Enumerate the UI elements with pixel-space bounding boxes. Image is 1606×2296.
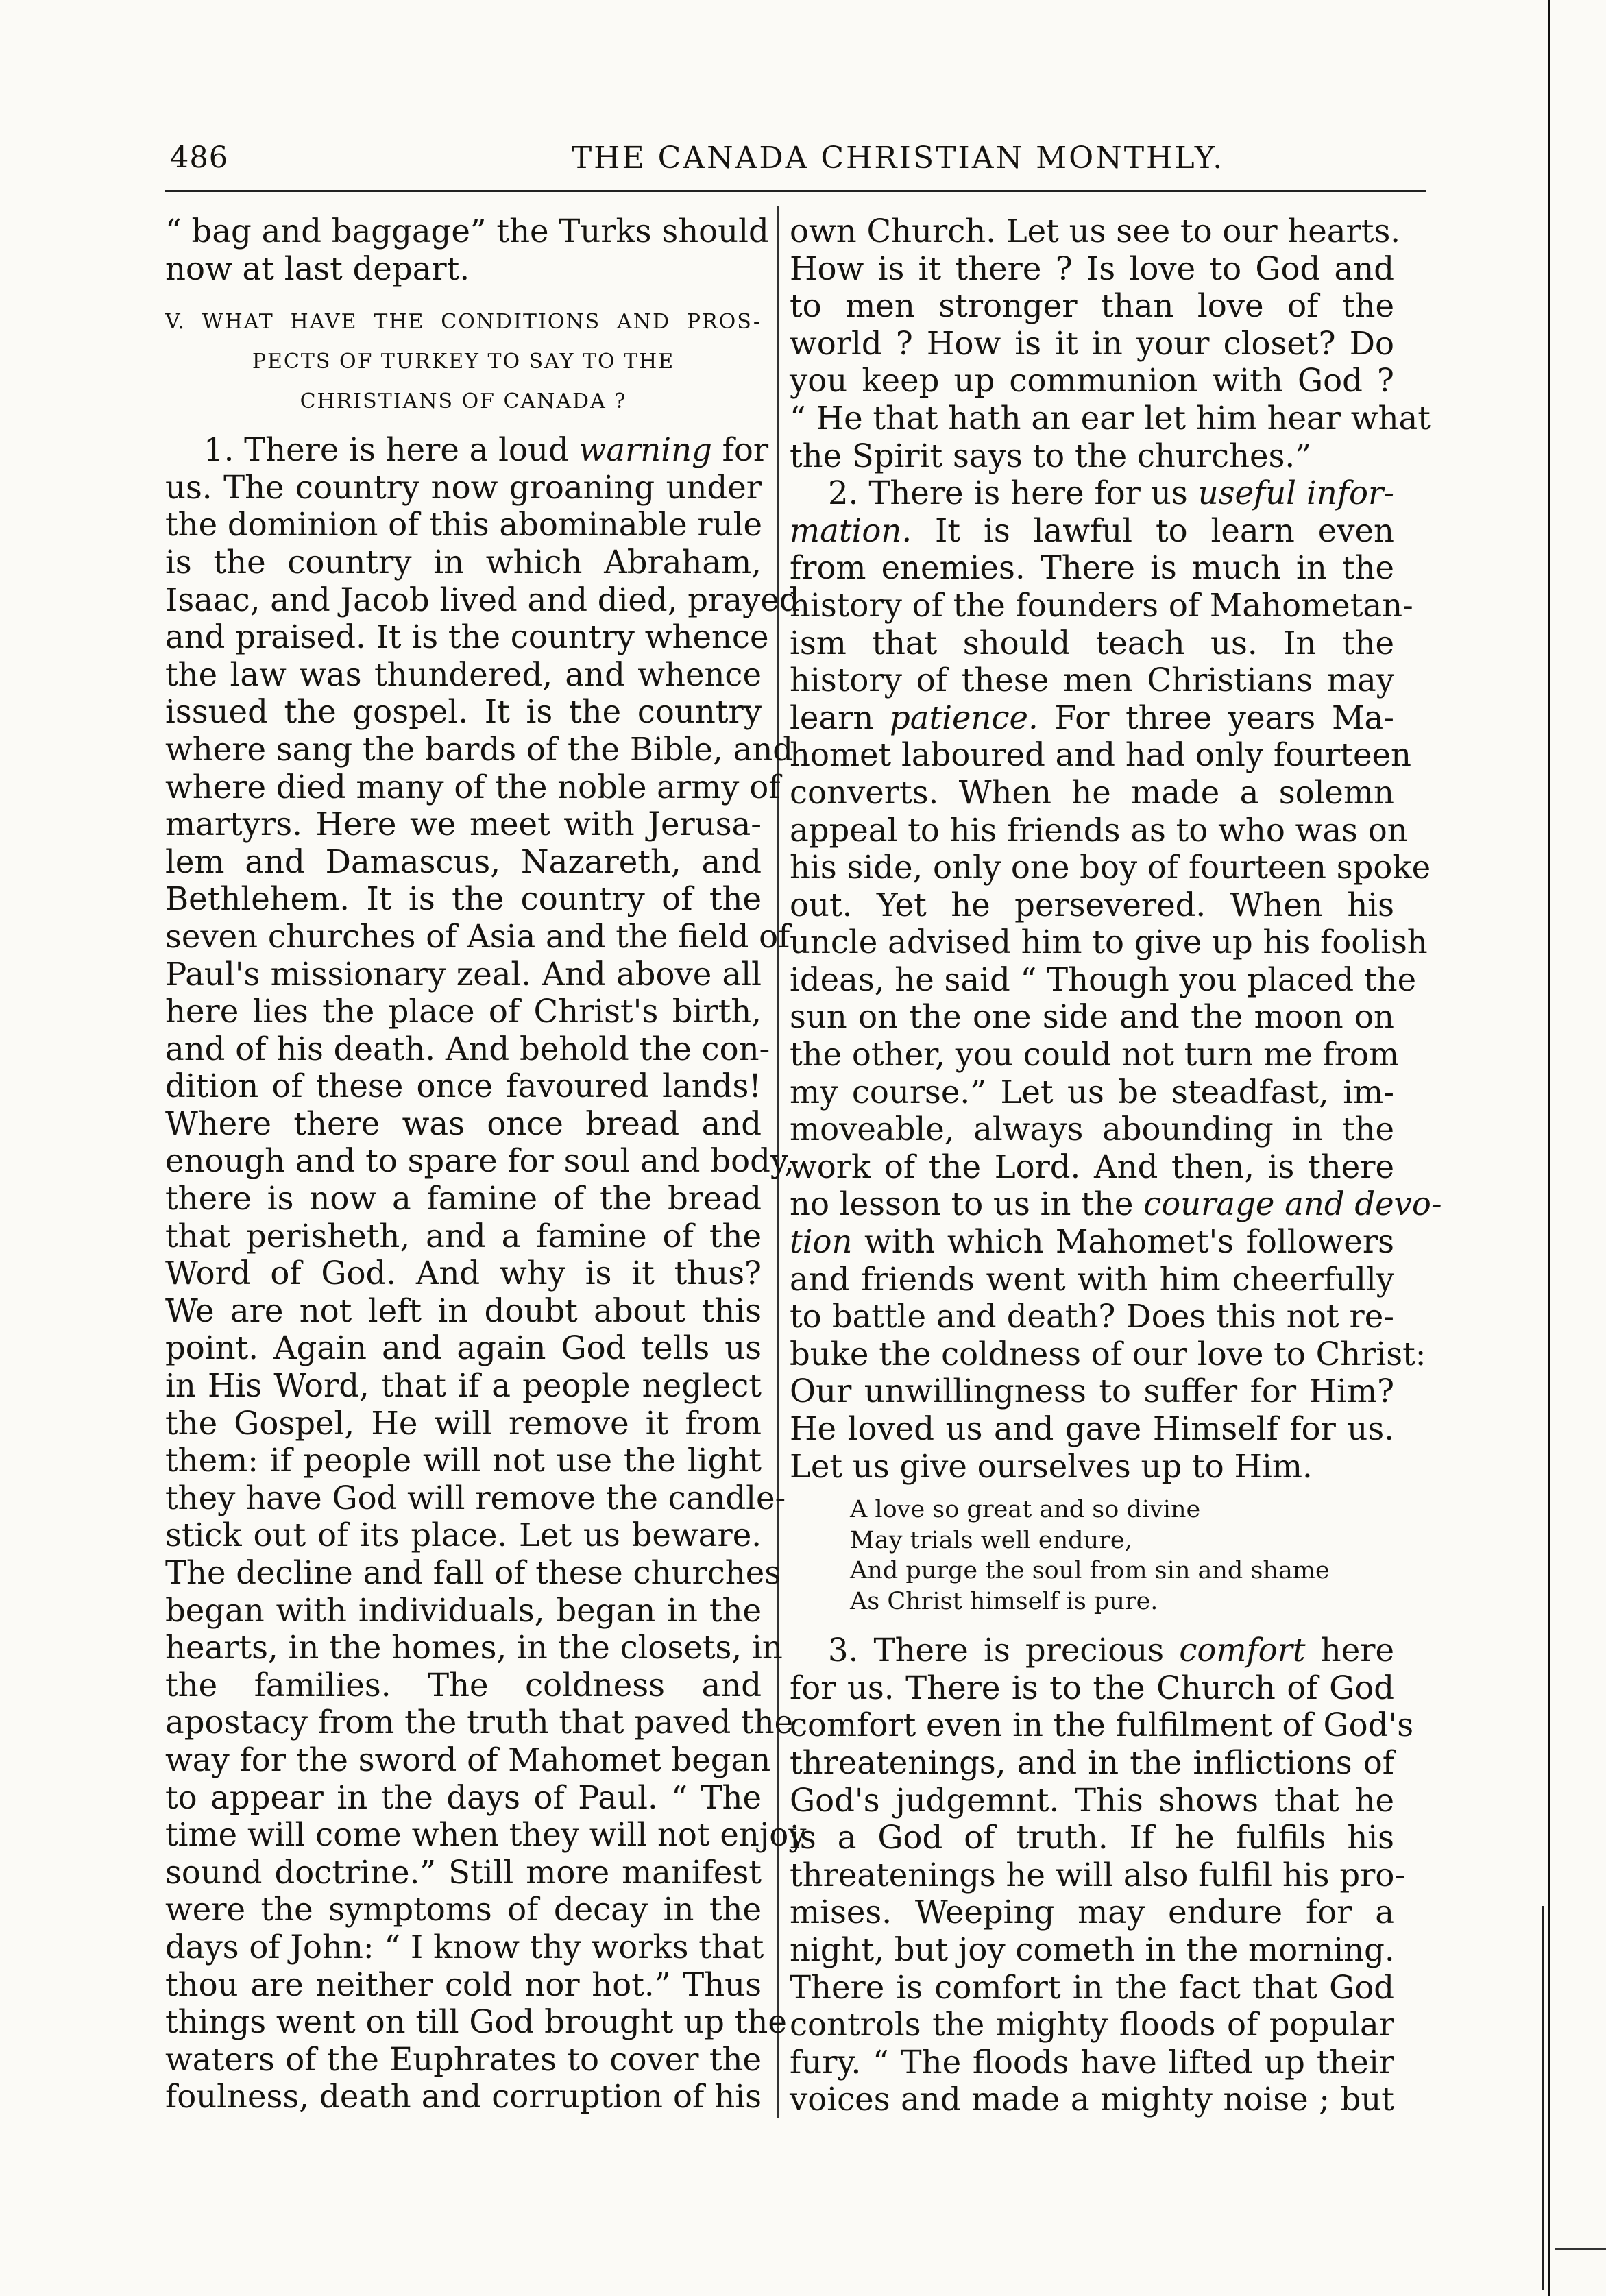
text-run: here [1305, 1632, 1394, 1669]
verse-line: As Christ himself is pure. [850, 1587, 1158, 1615]
text-line: they have God will remove the candle- [165, 1479, 786, 1516]
running-title: THE CANADA CHRISTIAN MONTHLY. [571, 141, 1225, 176]
verse-line: A love so great and so divine [850, 1496, 1201, 1524]
text-line: comfort even in the fulfilment of God's [790, 1706, 1414, 1744]
text-line: and praised. It is the country whence [165, 618, 769, 656]
bottom-edge-rule [1555, 2248, 1606, 2250]
text-line: ideas, he said “ Though you placed the [790, 960, 1417, 998]
text-line: now at last depart. [165, 250, 470, 287]
page-edge-rule [1548, 0, 1550, 2296]
text-line: point. Again and again God tells us [165, 1329, 762, 1367]
italic-term: warning [579, 431, 712, 469]
italic-term: useful infor- [1197, 474, 1394, 512]
text-run: with which Mahomet's followers [852, 1223, 1394, 1261]
text-line: that perisheth, and a famine of the [165, 1217, 762, 1255]
text-line: moveable, always abounding in the [790, 1111, 1394, 1148]
text-line: threatenings he will also fulfil his pro- [790, 1856, 1406, 1894]
italic-term: tion [790, 1223, 853, 1261]
text-line: way for the sword of Mahomet began [165, 1741, 771, 1778]
text-line: waters of the Euphrates to cover the [165, 2040, 762, 2078]
text-run: no lesson to us in the [790, 1185, 1144, 1223]
text-line: to battle and death? Does this not re- [790, 1298, 1394, 1336]
text-line: Word of God. And why is it thus? [165, 1255, 762, 1292]
text-line: buke the coldness of our love to Christ: [790, 1335, 1426, 1373]
right-column [790, 213, 1442, 2118]
text-line: is the country in which Abraham, [165, 543, 762, 581]
text-line: homet laboured and had only fourteen [790, 736, 1411, 774]
text-line: Bethlehem. It is the country of the [165, 880, 762, 918]
text-line: “ bag and baggage” the Turks should [165, 213, 769, 250]
text-line: ism that should teach us. In the [790, 624, 1394, 662]
text-line: controls the mighty floods of popular [790, 2006, 1394, 2044]
text-line: night, but joy cometh in the morning. [790, 1931, 1395, 1968]
section-heading-line: CHRISTIANS OF CANADA ? [300, 389, 627, 414]
italic-term: comfort [1179, 1632, 1306, 1669]
text-line: to appear in the days of Paul. “ The [165, 1778, 762, 1816]
text-line: The decline and fall of these churches [165, 1554, 781, 1591]
text-line: is a God of truth. If he fulfils his [790, 1819, 1394, 1857]
text-line: time will come when they will not enjoy [165, 1816, 807, 1854]
text-line: foulness, death and corruption of his [165, 2078, 762, 2116]
page-edge-rule-inner [1542, 1906, 1544, 2290]
text-line: and of his death. And behold the con- [165, 1030, 770, 1067]
text-line: there is now a famine of the bread [165, 1180, 762, 1218]
paragraph-first-line [790, 474, 1394, 512]
text-line: history of these men Christians may [790, 662, 1394, 699]
section-heading-line: PECTS OF TURKEY TO SAY TO THE [252, 350, 675, 374]
italic-term: mation. [790, 511, 912, 549]
verse-line: May trials well endure, [850, 1526, 1132, 1554]
text-line: work of the Lord. And then, is there [790, 1148, 1394, 1185]
text-line: threatenings, and in the inflictions of [790, 1743, 1394, 1781]
text-line: There is comfort in the fact that God [790, 1968, 1394, 2006]
italic-term: patience. [889, 699, 1038, 736]
text-line: martyrs. Here we meet with Jerusa- [165, 806, 762, 843]
text-line: the Gospel, He will remove it from [165, 1404, 762, 1442]
text-run: It is lawful to learn even [912, 511, 1394, 549]
page-number: 486 [170, 141, 229, 175]
text-line: world ? How is it in your closet? Do [790, 324, 1394, 362]
text-line: the dominion of this abominable rule [165, 506, 762, 544]
text-line: my course.” Let us be steadfast, im- [790, 1073, 1394, 1111]
text-line: and friends went with him cheerfully [790, 1260, 1394, 1298]
text-line: fury. “ The floods have lifted up their [790, 2043, 1394, 2081]
text-line: sun on the one side and the moon on [790, 998, 1394, 1036]
text-line: in His Word, that if a people neglect [165, 1367, 762, 1405]
page-header [165, 141, 1433, 184]
text-line: enough and to spare for soul and body, [165, 1142, 794, 1180]
section-heading [165, 302, 762, 422]
text-run: For three years Ma- [1038, 699, 1394, 736]
text-line: where sang the bards of the Bible, and [165, 730, 794, 768]
text-line: things went on till God brought up the [165, 2003, 787, 2041]
text-line: He loved us and gave Himself for us. [790, 1410, 1394, 1447]
text-line: own Church. Let us see to our hearts. [790, 213, 1401, 250]
text-line: here lies the place of Christ's birth, [165, 993, 762, 1030]
text-line: mises. Weeping may endure for a [790, 1894, 1394, 1931]
text-line: Where there was once bread and [165, 1104, 762, 1142]
text-line: issued the gospel. It is the country [165, 693, 762, 731]
text-line [790, 1223, 1394, 1261]
text-line: dition of these once favoured lands! [165, 1067, 762, 1105]
text-run: 3. There is precious [828, 1632, 1180, 1669]
text-line: God's judgemnt. This shows that he [790, 1781, 1394, 1819]
text-line: lem and Damascus, Nazareth, and [165, 843, 762, 880]
text-line: began with individuals, began in the [165, 1591, 762, 1629]
text-run: for [711, 431, 769, 469]
text-line: were the symptoms of decay in the [165, 1891, 762, 1929]
text-line: Our unwillingness to suffer for Him? [790, 1373, 1394, 1410]
text-line: apostacy from the truth that paved the [165, 1704, 794, 1741]
paragraph-first-line [165, 431, 769, 469]
text-run: 2. There is here for us [828, 474, 1198, 512]
section-heading-line: V. WHAT HAVE THE CONDITIONS AND PROS- [165, 310, 762, 335]
text-line: Paul's missionary zeal. And above all [165, 955, 762, 993]
text-line [790, 699, 1394, 737]
text-line [790, 512, 1394, 550]
text-line [790, 1185, 1442, 1223]
text-line: hearts, in the homes, in the closets, in [165, 1629, 783, 1667]
text-line: his side, only one boy of fourteen spoke [790, 849, 1431, 886]
verse-line: And purge the soul from sin and shame [850, 1557, 1330, 1585]
text-line: history of the founders of Mahometan- [790, 586, 1413, 624]
italic-term: courage and devo- [1143, 1185, 1442, 1223]
text-line: thou are neither cold nor hot.” Thus [165, 1966, 762, 2003]
text-line: voices and made a mighty noise ; but [790, 2081, 1394, 2118]
text-line: where died many of the noble army of [165, 768, 781, 806]
text-line: from enemies. There is much in the [790, 549, 1394, 587]
paragraph-first-line [790, 1632, 1394, 1669]
text-line: the law was thundered, and whence [165, 655, 762, 693]
text-line: you keep up communion with God ? [790, 362, 1394, 400]
text-line: to men stronger than love of the [790, 287, 1394, 325]
text-line: the families. The coldness and [165, 1666, 762, 1704]
text-line: for us. There is to the Church of God [790, 1669, 1394, 1706]
text-line: seven churches of Asia and the field of [165, 917, 790, 955]
text-line: Isaac, and Jacob lived and died, prayed [165, 581, 800, 618]
left-column [165, 213, 807, 2116]
text-line: the Spirit says to the churches.” [790, 437, 1311, 474]
text-line: We are not left in doubt about this [165, 1292, 762, 1329]
text-line: them: if people will not use the light [165, 1442, 762, 1479]
text-line: appeal to his friends as to who was on [790, 811, 1408, 849]
verse-quotation [790, 1495, 1394, 1617]
text-line: sound doctrine.” Still more manifest [165, 1853, 762, 1891]
text-line: Let us give ourselves up to Him. [790, 1447, 1313, 1485]
text-line: the other, you could not turn me from [790, 1036, 1400, 1074]
text-line: How is it there ? Is love to God and [790, 250, 1394, 287]
text-run: 1. There is here a loud [204, 431, 579, 469]
text-line: “ He that hath an ear let him hear what [790, 399, 1431, 437]
text-run: learn [790, 699, 890, 736]
text-line: us. The country now groaning under [165, 468, 762, 506]
text-line: converts. When he made a solemn [790, 773, 1394, 811]
text-line: days of John: “ I know thy works that [165, 1928, 764, 1966]
text-line: uncle advised him to give up his foolish [790, 923, 1428, 961]
header-rule [165, 190, 1426, 192]
text-line: out. Yet he persevered. When his [790, 886, 1394, 923]
text-line: stick out of its place. Let us beware. [165, 1516, 762, 1554]
